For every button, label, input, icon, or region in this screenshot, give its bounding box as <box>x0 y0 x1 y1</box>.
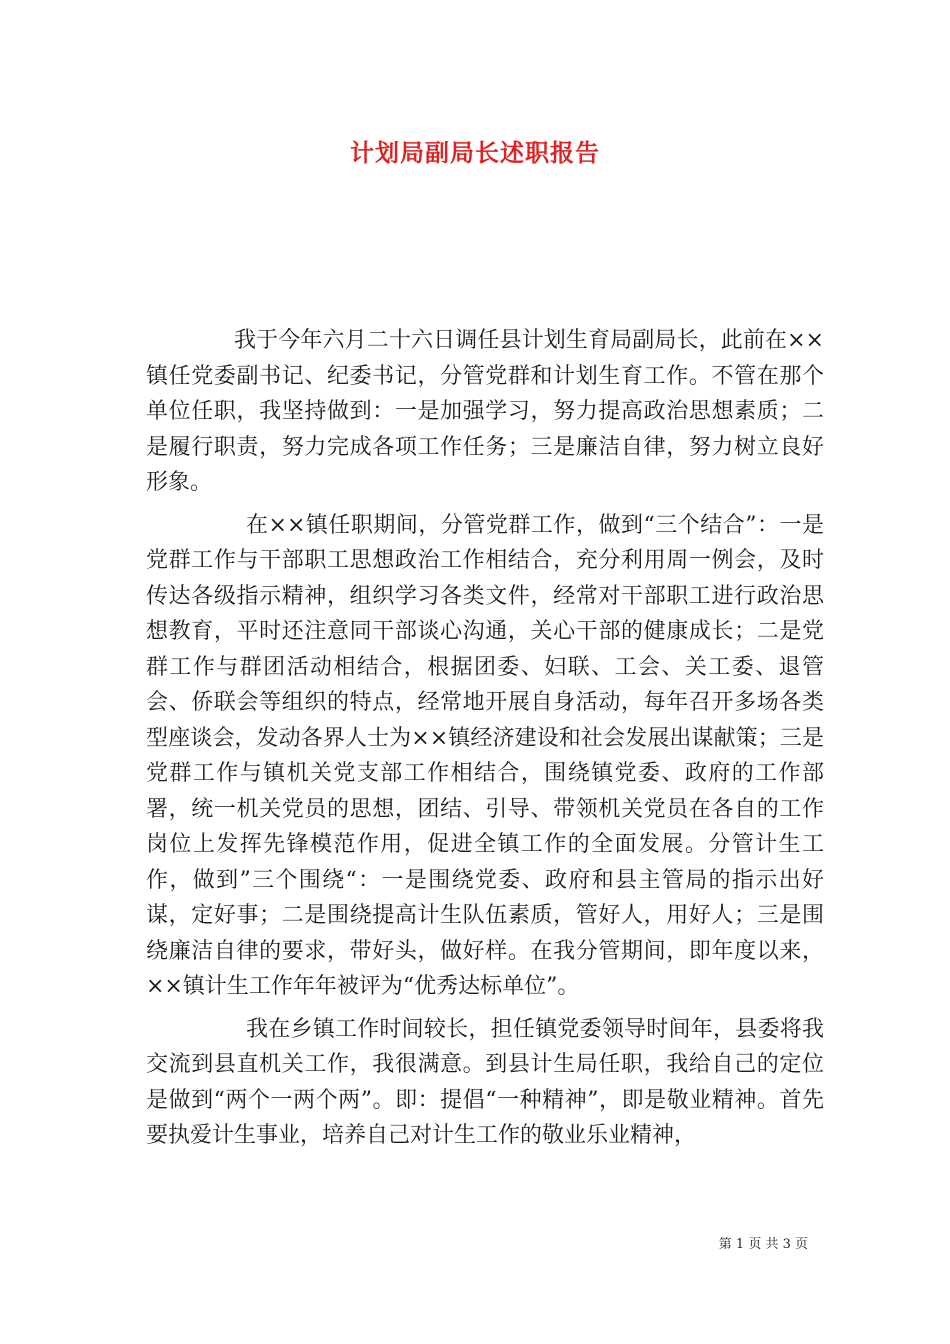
page-number-footer: 第 1 页 共 3 页 <box>718 1237 808 1252</box>
paragraph-2: 在××镇任职期间，分管党群工作，做到“三个结合”：一是党群工作与干部职工思想政治工作相结合，充分利用周一例会，及时传达各级指示精神，组织学习各类文件，经常对干部职工进行政治思想教育，平时还注意同干部谈心沟通，关心干部的健康成长；二是党群工作与群团活动相结合，根据团委、妇联、工会、关工委、退管会、侨联会等组织的特点，经常地开展自身活动，每年召开多场各类型座谈会，发动各界人士为××镇经济建设和社会发展出谋献策；三是党群工作与镇机关党支部工作相结合，围绕镇党委、政府的工作部署，统一机关党员的思想，团结、引导、带领机关党员在各自的工作岗位上发挥先锋模范作用，促进全镇工作的全面发展。分管计生工作，做到”三个围绕“：一是围绕党委、政府和县主管局的指示出好谋，定好事；二是围绕提高计生队伍素质，管好人，用好人；三是围绕廉洁自律的要求，带好头，做好样。在我分管期间，即年度以来，××镇计生工作年年被评为“优秀达标单位”。 <box>146 512 824 999</box>
document-body <box>146 323 824 1161</box>
document-title: 计划局副局长述职报告 <box>350 138 600 167</box>
paragraph-1: 我于今年六月二十六日调任县计划生育局副局长，此前在××镇任党委副书记、纪委书记，分管党群和计划生育工作。不管在那个单位任职，我坚持做到：一是加强学习，努力提高政治思想素质；二是履行职责，努力完成各项工作任务；三是廉洁自律，努力树立良好形象。 <box>146 328 824 495</box>
paragraph-3: 我在乡镇工作时间较长，担任镇党委领导时间年，县委将我交流到县直机关工作，我很满意。到县计生局任职，我给自己的定位是做到“两个一两个两”。即：提倡“一种精神”，即是敬业精神。首先要执爱计生事业，培养自己对计生工作的敬业乐业精神， <box>146 1016 824 1148</box>
